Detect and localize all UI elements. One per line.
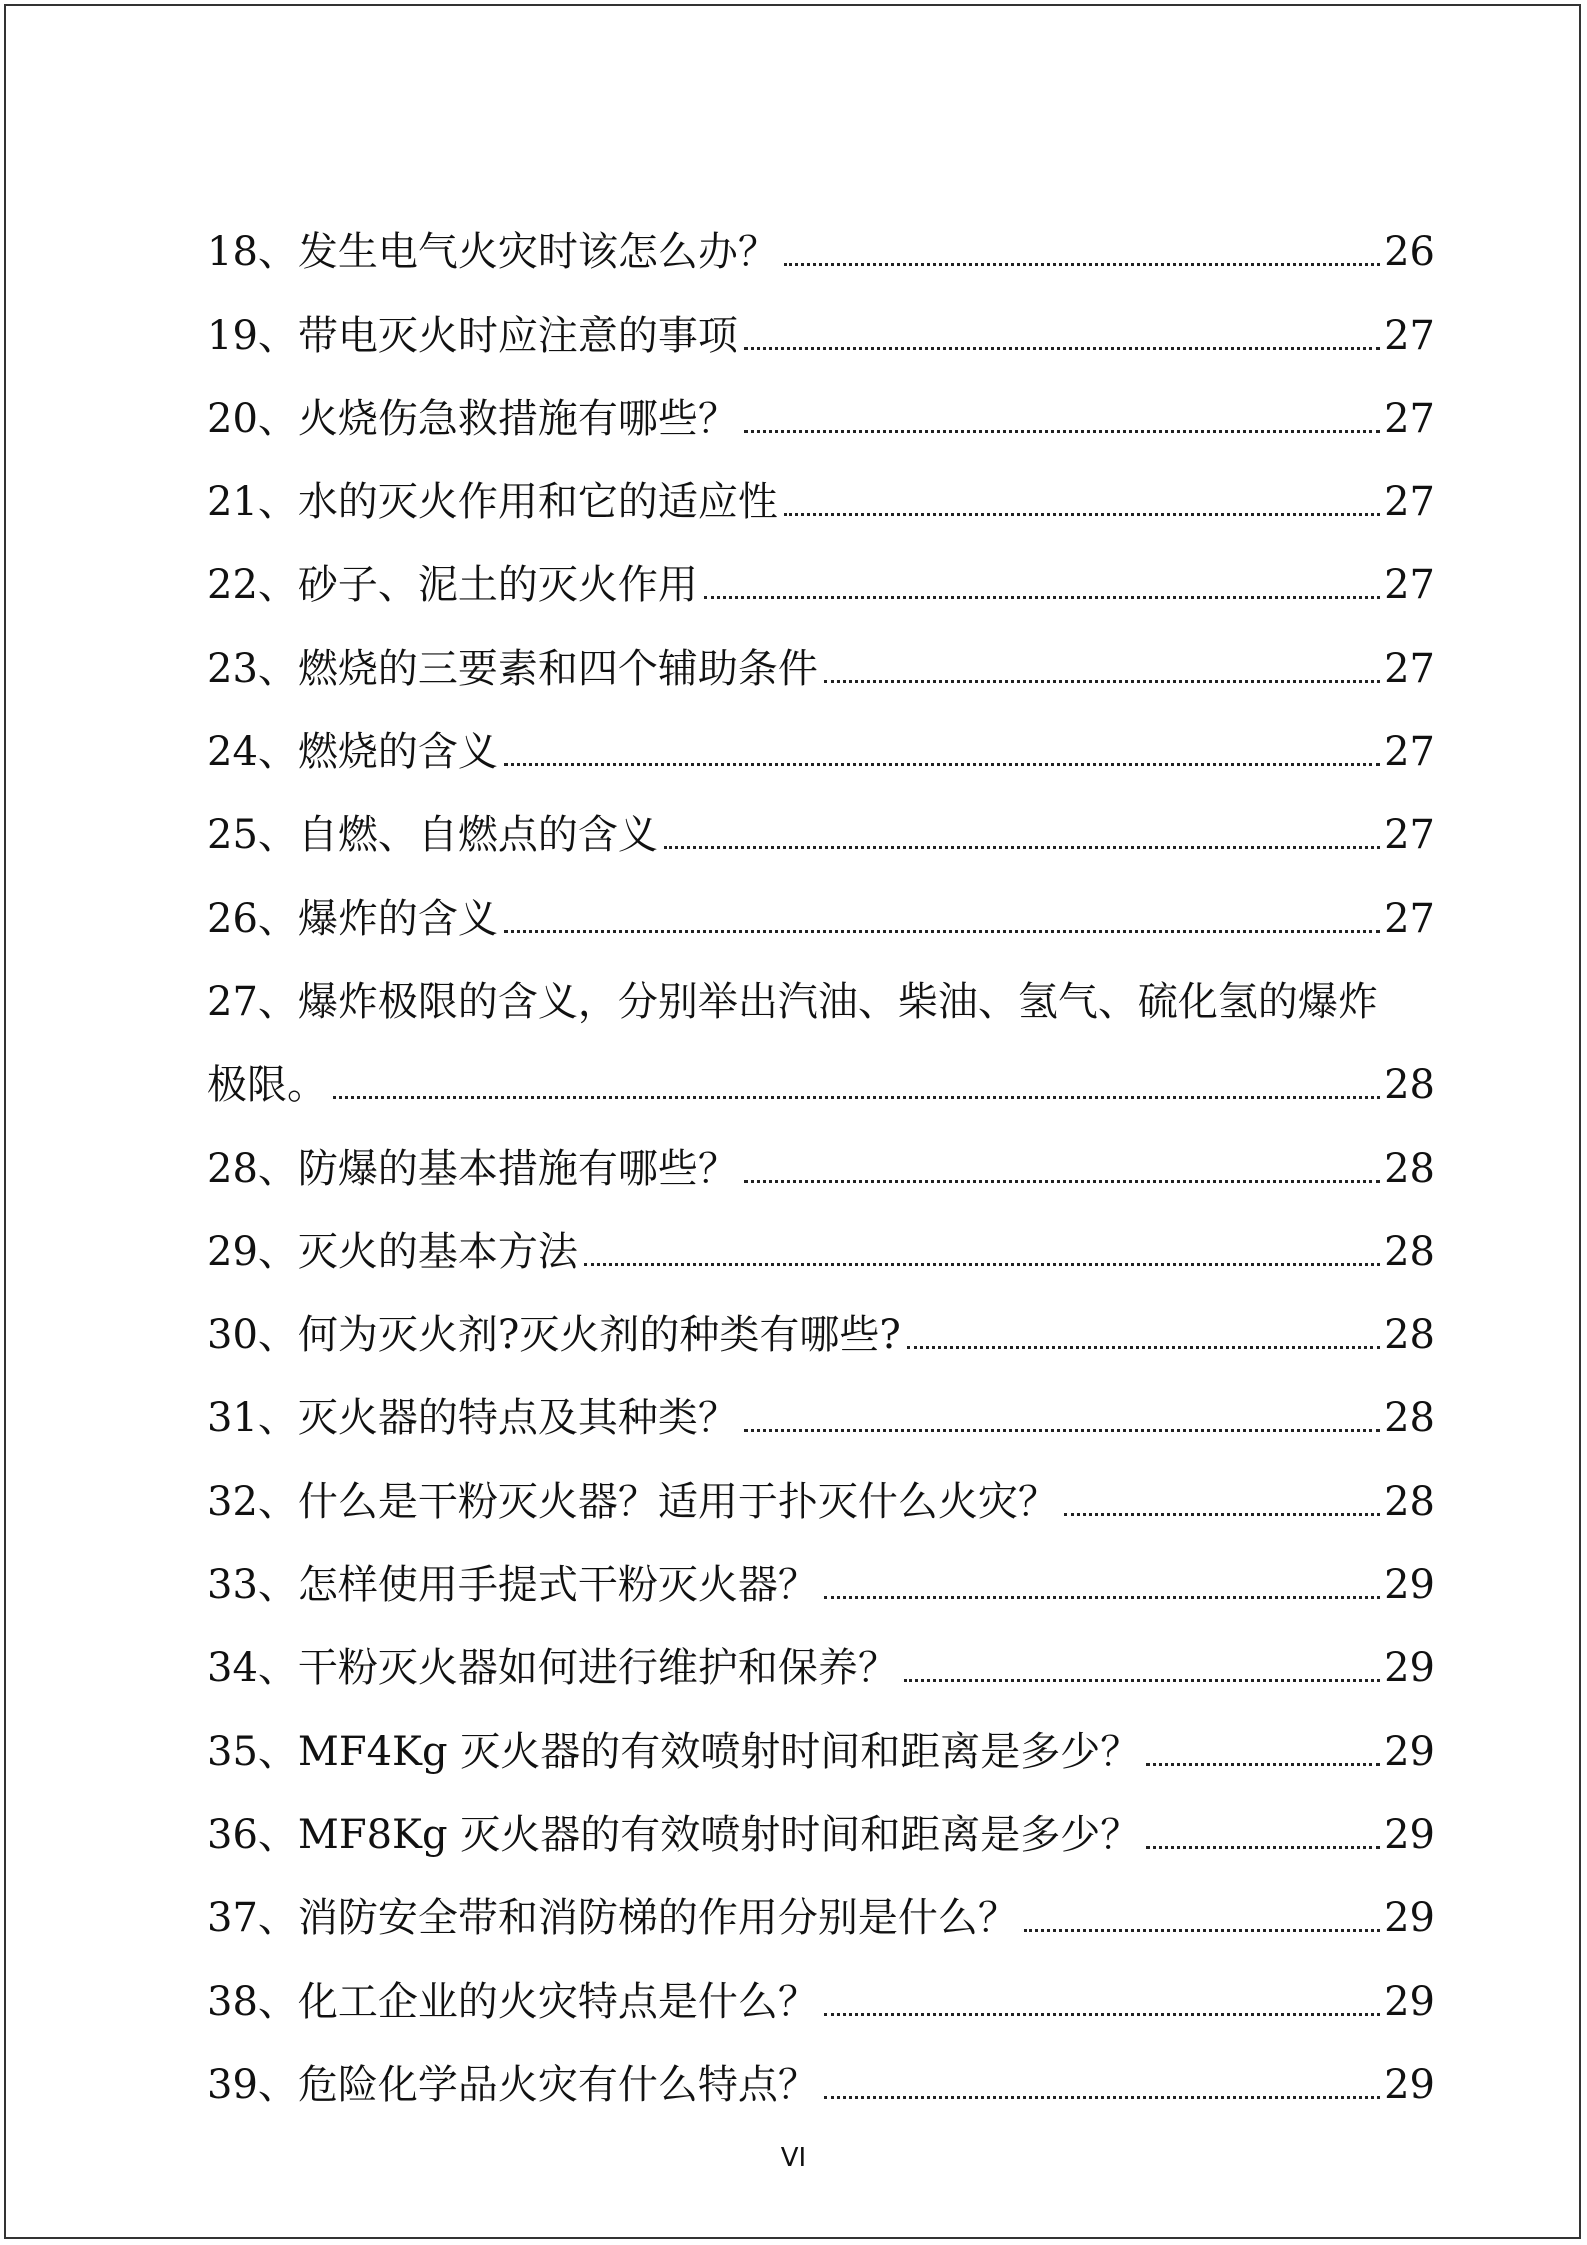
toc-entry-title: 24、燃烧的含义 (207, 729, 498, 776)
toc-entry-page: 28 (1384, 1395, 1435, 1442)
toc-entry[interactable] (207, 1446, 1435, 1529)
toc-entry-page: 28 (1384, 1145, 1435, 1192)
toc-entry-page: 27 (1384, 395, 1435, 442)
toc-leader-dots (744, 430, 1380, 433)
toc-entry[interactable] (207, 1613, 1435, 1696)
toc-leader-dots (824, 1596, 1380, 1599)
toc-leader-dots (1146, 1763, 1380, 1766)
toc-entry-title: 20、火烧伤急救措施有哪些？ (207, 395, 738, 442)
toc-entry[interactable] (207, 280, 1435, 363)
toc-entry-title: 29、灭火的基本方法 (207, 1228, 578, 1275)
toc-entry[interactable] (207, 447, 1435, 530)
toc-leader-dots (504, 930, 1380, 933)
toc-entry[interactable] (207, 1197, 1435, 1280)
toc-entry-wrapped-line1[interactable] (207, 947, 1435, 1030)
toc-entry-page: 27 (1384, 479, 1435, 526)
toc-entry-page: 27 (1384, 895, 1435, 942)
toc-leader-dots (824, 680, 1380, 683)
toc-entry[interactable] (207, 2030, 1435, 2113)
page-number: VI (780, 2143, 807, 2173)
toc-entry-page: 27 (1384, 645, 1435, 692)
toc-entry[interactable] (207, 197, 1435, 280)
toc-entry-title: 26、爆炸的含义 (207, 895, 498, 942)
toc-entry-page: 27 (1384, 729, 1435, 776)
toc-entry[interactable] (207, 1113, 1435, 1196)
toc-entry-page: 29 (1384, 1978, 1435, 2025)
toc-entry-page: 28 (1384, 1228, 1435, 1275)
toc-entry-title: 36、MF8Kg 灭火器的有效喷射时间和距离是多少？ (207, 1811, 1141, 1858)
toc-entry-page: 28 (1384, 1062, 1435, 1109)
toc-entry[interactable] (207, 530, 1435, 613)
toc-leader-dots (824, 2013, 1380, 2016)
toc-leader-dots (1146, 1846, 1380, 1849)
toc-entry-title: 27、爆炸极限的含义，分别举出汽油、柴油、氢气、硫化氢的爆炸 (207, 978, 1378, 1025)
toc-leader-dots (744, 1180, 1380, 1183)
toc-entry-page: 29 (1384, 1728, 1435, 1775)
toc-entry-title: 23、燃烧的三要素和四个辅助条件 (207, 645, 818, 692)
toc-entry[interactable] (207, 1280, 1435, 1363)
toc-entry[interactable] (207, 1946, 1435, 2029)
toc-entry-page: 29 (1384, 1645, 1435, 1692)
toc-entry-page: 28 (1384, 1312, 1435, 1359)
toc-entry-title: 35、MF4Kg 灭火器的有效喷射时间和距离是多少？ (207, 1728, 1141, 1775)
toc-entry[interactable] (207, 613, 1435, 696)
toc-entry-title: 38、化工企业的火灾特点是什么？ (207, 1978, 818, 2025)
toc-entry-title: 33、怎样使用手提式干粉灭火器？ (207, 1562, 818, 1609)
toc-entry-page: 26 (1384, 229, 1435, 276)
toc-leader-dots (744, 347, 1380, 350)
toc-entry-title: 25、自燃、自燃点的含义 (207, 812, 658, 859)
toc-entry-title: 32、什么是干粉灭火器？适用于扑灭什么火灾？ (207, 1478, 1058, 1525)
toc-entry[interactable] (207, 1780, 1435, 1863)
toc-leader-dots (907, 1346, 1380, 1349)
toc-entry-title: 30、何为灭火剂?灭火剂的种类有哪些? (207, 1312, 901, 1359)
toc-entry-page: 29 (1384, 2061, 1435, 2108)
toc-entry[interactable] (207, 364, 1435, 447)
toc-entry-page: 29 (1384, 1562, 1435, 1609)
toc-leader-dots (904, 1679, 1380, 1682)
toc-leader-dots (1064, 1513, 1380, 1516)
toc-leader-dots (584, 1263, 1380, 1266)
table-of-contents (207, 197, 1435, 2113)
toc-entry-title: 34、干粉灭火器如何进行维护和保养？ (207, 1645, 898, 1692)
toc-entry-title: 极限。 (207, 1062, 327, 1109)
toc-leader-dots (744, 1429, 1380, 1432)
toc-entry-page: 27 (1384, 812, 1435, 859)
toc-entry-title: 19、带电灭火时应注意的事项 (207, 312, 738, 359)
toc-leader-dots (1024, 1929, 1380, 1932)
toc-entry-wrapped-line2[interactable] (207, 1030, 1435, 1113)
toc-entry-title: 39、危险化学品火灾有什么特点？ (207, 2061, 818, 2108)
toc-leader-dots (504, 763, 1380, 766)
toc-entry-title: 22、砂子、泥土的灭火作用 (207, 562, 698, 609)
toc-entry-page: 27 (1384, 312, 1435, 359)
toc-entry[interactable] (207, 1530, 1435, 1613)
toc-entry-page: 29 (1384, 1895, 1435, 1942)
toc-entry-page: 27 (1384, 562, 1435, 609)
toc-entry-title: 18、发生电气火灾时该怎么办？ (207, 229, 778, 276)
toc-entry-title: 37、消防安全带和消防梯的作用分别是什么？ (207, 1895, 1018, 1942)
toc-leader-dots (333, 1096, 1380, 1099)
toc-entry[interactable] (207, 1863, 1435, 1946)
toc-entry-title: 21、水的灭火作用和它的适应性 (207, 479, 778, 526)
toc-entry-title: 28、防爆的基本措施有哪些？ (207, 1145, 738, 1192)
toc-entry[interactable] (207, 1696, 1435, 1779)
toc-entry[interactable] (207, 863, 1435, 946)
toc-entry-page: 28 (1384, 1478, 1435, 1525)
toc-leader-dots (784, 263, 1380, 266)
toc-entry-page: 29 (1384, 1811, 1435, 1858)
toc-leader-dots (664, 846, 1380, 849)
toc-leader-dots (824, 2096, 1380, 2099)
toc-leader-dots (784, 513, 1380, 516)
toc-entry[interactable] (207, 697, 1435, 780)
toc-entry-title: 31、灭火器的特点及其种类？ (207, 1395, 738, 1442)
toc-entry[interactable] (207, 1363, 1435, 1446)
toc-entry[interactable] (207, 780, 1435, 863)
toc-leader-dots (704, 596, 1380, 599)
